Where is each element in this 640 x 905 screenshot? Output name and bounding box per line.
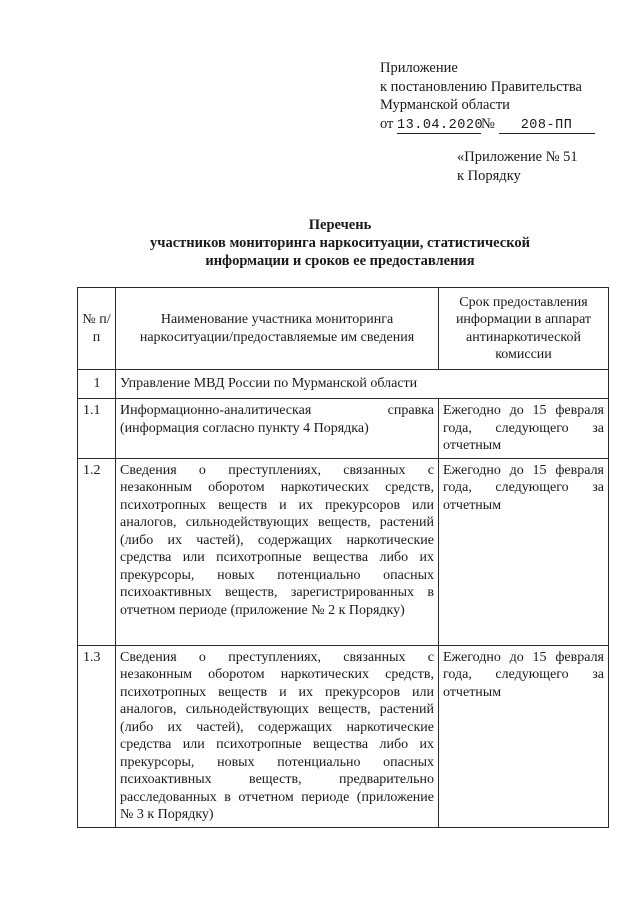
- row-info: Информационно-аналитическая справка (информация согласно пункту 4 Порядка): [116, 399, 439, 459]
- decree-date: 13.04.2020: [397, 117, 484, 133]
- row-number: 1.1: [78, 399, 116, 459]
- row-info: Сведения о преступлениях, связанных с незаконным оборотом наркотических средств, психотропных веществ и их прекурсоров или аналогов, сильнодействующих веществ, растений (либо их частей), содержащих наркотические средства или психотропные вещества либо их прекурсоры, новых потенциально опасных психоактивных веществ, предварительно расследованных в отчетном периоде (приложение № 3 к Порядку): [116, 645, 439, 827]
- row-number: 1.2: [78, 458, 116, 645]
- row-term: Ежегодно до 15 февраля года, следующего за отчетным: [439, 645, 609, 827]
- header-term: Срок предоставления информации в аппарат антинаркотической комиссии: [439, 288, 609, 370]
- appendix-label: Приложение: [380, 60, 458, 76]
- row-info: Сведения о преступлениях, связанных с незаконным оборотом наркотических средств, психотропных веществ и их прекурсоров или аналогов, сильнодействующих веществ, растений (либо их частей), содержащих наркотические средства или психотропные вещества либо их прекурсоры, новых потенциально опасных психоактивных веществ, зарегистрированных в отчетном периоде (приложение № 2 к Порядку): [116, 458, 439, 645]
- row-term: Ежегодно до 15 февраля года, следующего за отчетным: [439, 458, 609, 645]
- table-row: [78, 458, 609, 645]
- section-row: [78, 370, 609, 399]
- appendix-header: [380, 59, 595, 134]
- section-name: Управление МВД России по Мурманской области: [116, 370, 609, 399]
- appendix-reference-line2: к Порядку: [457, 167, 521, 184]
- header-name: Наименование участника мониторинга наркоситуации/предоставляемые им сведения: [116, 288, 439, 370]
- date-prefix: от: [380, 115, 394, 132]
- number-sign: №: [481, 115, 495, 132]
- header-number: № п/п: [78, 288, 116, 370]
- section-number: 1: [78, 370, 116, 399]
- appendix-date-line: [380, 115, 595, 134]
- row-number: 1.3: [78, 645, 116, 827]
- appendix-region: Мурманской области: [380, 97, 510, 113]
- appendix-reference-line1: «Приложение № 51: [457, 149, 578, 165]
- row-term: Ежегодно до 15 февраля года, следующего за отчетным: [439, 399, 609, 459]
- appendix-reference: [457, 148, 578, 185]
- decree-number: 208-ПП: [499, 118, 595, 134]
- title-line2: участников мониторинга наркоситуации, статистической: [150, 235, 530, 251]
- title-line3: информации и сроков ее предоставления: [205, 253, 475, 269]
- table-header-row: [78, 288, 609, 370]
- participants-table: [77, 287, 609, 828]
- appendix-decree: к постановлению Правительства: [380, 78, 582, 95]
- table-row: [78, 399, 609, 459]
- title-line1: Перечень: [308, 217, 372, 233]
- table-row: [78, 645, 609, 827]
- document-title: [60, 216, 620, 270]
